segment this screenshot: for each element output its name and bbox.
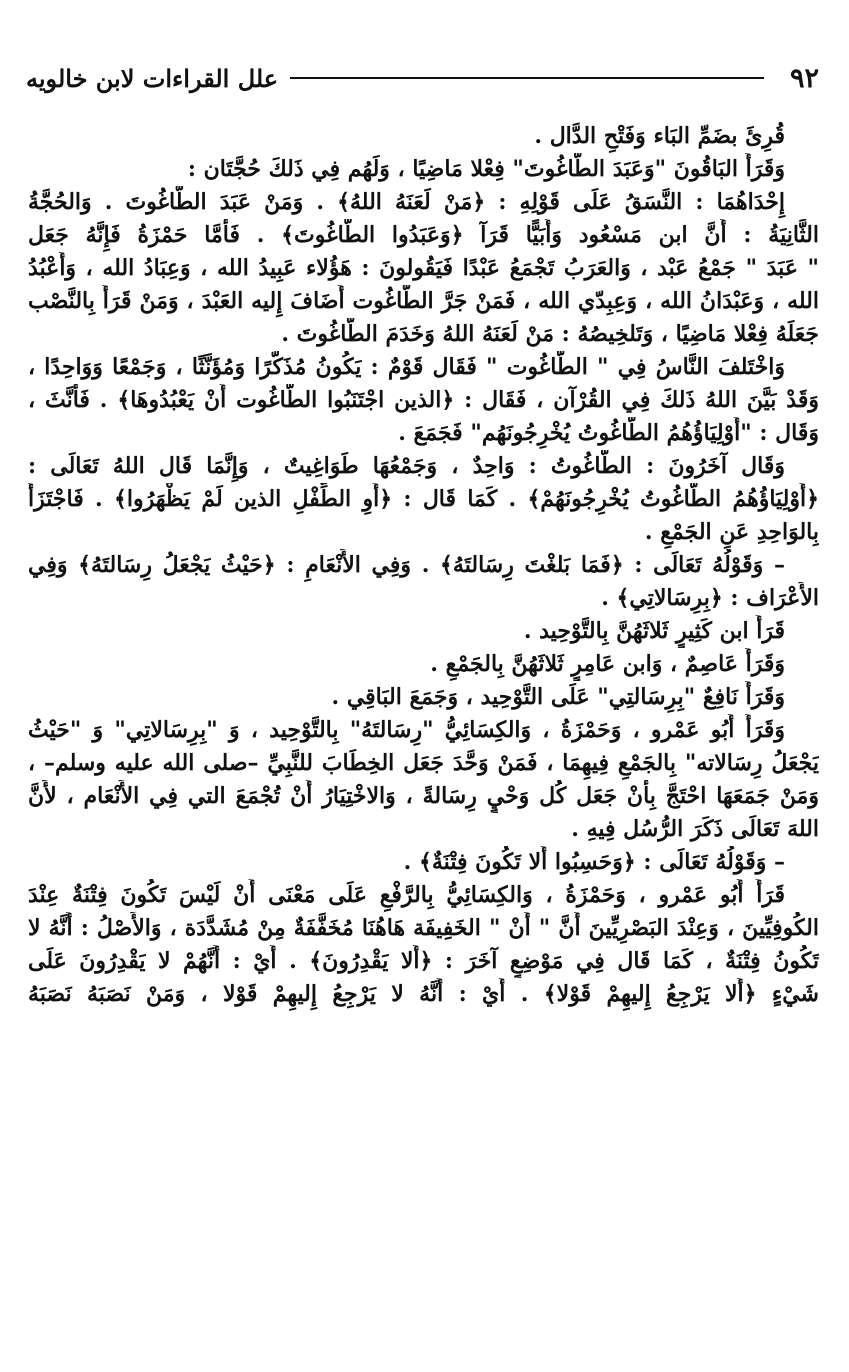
text-line: وَقَرَأَ عَاصِمٌ ، وَابن عَامِرٍ ثَلاثَهُنَّ بِالجَمْعِ .: [430, 651, 785, 677]
header-rule: [290, 77, 764, 79]
running-title: علل القراءات لابن خالويه: [26, 63, 279, 93]
text-line: وَقَال : "أَوْلِيَاؤُهُمُ الطَّاغُوتُ يُخْرِجُونَهُم" فَجَمَعَ .: [398, 420, 819, 446]
page-number: ٩٢: [789, 62, 819, 94]
text-line: – وَقَوْلُهُ تَعَالَى : ﴿وَحَسِبُوا أَلا تَكُونَ فِتْنَةٌ﴾ .: [403, 849, 785, 875]
text-line: " عَبَدَ " جَمْعُ عَبْد ، وَالعَرَبُ تَجْمَعُ عَبْدًا فَيَقُولونَ : هَؤُلاء عَبِيدُ الله ، وَعِبَادُ الله ، وَأَعْبُدُ: [28, 255, 819, 281]
text-line: وَقَرَأَ أَبُو عَمْرو ، وَحَمْزَةُ ، وَالكِسَائِيُّ "رِسَالتَهُ" بِالتَّوْحِيد ، وَ "بِرِسَالاتِي" وَ "حَيْثُ: [28, 717, 785, 743]
text-line: شَيْءٍ ﴿أَلا يَرْجِعُ إِليهِمْ قَوْلا﴾ . أَيْ : أَنَّهُ لا يَرْجِعُ إِليهِمْ قَوْلا ، وَمَنْ نَصَبَهُ نَصَبَهُ: [28, 981, 819, 1007]
text-line: وَقَرَأَ نَافِعٌ "بِرِسَالتِي" عَلَى التَّوْحِيد ، وَجَمَعَ البَاقِي .: [331, 684, 785, 710]
text-line: الله ، وَعَبْدَانُ الله ، وَعِبِدّي الله ، فَمَنْ جَرَّ الطَّاغُوت أَضَافَ إِليه العَبْدَ ، وَمَنْ قَرَأَ بِالنَّصْب: [28, 288, 819, 314]
text-line: قَرَأَ ابن كَثِيرٍ ثَلاثَهُنَّ بِالتَّوْحِيد .: [523, 618, 785, 644]
text-line: اللهَ تَعَالَى ذَكَرَ الرُّسُل فِيهِ .: [571, 816, 819, 842]
text-line: قَرَأَ أَبُو عَمْرو ، وَحَمْزَةُ ، وَالكِسَائِيُّ بِالرَّفْعِ عَلَى مَعْنَى أَنْ لَيْسَ تَكُونَ فِتْنَةٌ عِنْدَ: [28, 882, 785, 908]
text-line: يَجْعَلُ رِسَالاته" بِالجَمْعِ فِيهِمَا ، فَمَنْ وَحَّدَ جَعَل الخِطَابَ للنَّبِيِّ –صلى الله عليه وسلم– ،: [28, 750, 819, 776]
text-line: وَقَرَأَ البَاقُونَ "وَعَبَدَ الطَّاغُوتَ" فِعْلا مَاضِيًا ، وَلَهُم فِي ذَلكَ حُجَّتَان :: [187, 156, 785, 182]
page-header: [26, 58, 819, 98]
text-line: تَكُونُ فِتْنَةٌ ، كَمَا قَال فِي مَوْضِعٍ آخَرَ : ﴿أَلا يَقْدِرُونَ﴾ . أَيْ : أَنَّهُمْ لا يَقْدِرُونَ عَلَى: [28, 948, 819, 974]
text-line: وَمَنْ جَمَعَهَا احْتَجَّ بِأَنْ جَعَل كُل وَحْيٍ رِسَالةً ، وَالاخْتِيَارُ أَنْ تُجْمَعَ التي فِي الأَنْعَام ، لأَنَّ: [28, 783, 819, 809]
text-line: الثَّانِيَةُ : أَنَّ ابن مَسْعُود وَأُبَيًّا قَرَآ ﴿وَعَبَدُوا الطَّاغُوتَ﴾ . فَأَمَّا حَمْزَةُ فَإِنَّهُ جَعَل: [28, 222, 819, 248]
text-line: وَاخْتَلفَ النَّاسُ فِي " الطَّاغُوت " فَقَال قَوْمٌ : يَكُونُ مُذَكَّرًا وَمُؤَنَّثًا ، وَجَمْعًا وَوَاحِدًا ،: [28, 354, 785, 380]
text-line: الكُوفِيِّينَ ، وَعِنْدَ البَصْرِيِّينَ أَنَّ " أَنْ " الخَفِيفَة هَاهُنَا مُخَفَّفَةٌ مِنْ مُشَدَّدَة ، وَالأَصْلُ : أَنَّهُ لا: [28, 915, 819, 941]
text-line: ﴿أَوْلِيَاؤُهُمُ الطَّاغُوتُ يُخْرِجُونَهُمْ﴾ . كَمَا قَال : ﴿أَوِ الطِّفْلِ الذين لَمْ يَظْهَرُوا﴾ . فَاجْتَزَأَ: [28, 486, 819, 512]
text-line: وَقَال آخَرُونَ : الطَّاغُوتُ : وَاحِدٌ ، وَجَمْعُهَا طَوَاغِيتٌ ، وَإِنَّمَا قَال اللهُ تَعَالَى :: [28, 453, 785, 479]
body-text: [28, 120, 819, 1011]
text-line: الأَعْرَاف : ﴿بِرِسَالاتِي﴾ .: [601, 585, 819, 611]
text-line: قُرِئَ بضَمِّ البَاء وَفَتْحِ الدَّال .: [534, 123, 785, 149]
text-line: – وَقَوْلُهُ تَعَالَى : ﴿فَمَا بَلغْتَ رِسَالتَهُ﴾ . وَفِي الأَنْعَامِ : ﴿حَيْثُ يَجْعَلُ رِسَالتَهُ﴾ وَفِي: [28, 552, 785, 578]
text-line: وَقَدْ بَيَّنَ اللهُ ذَلكَ فِي القُرْآن ، فَقَال : ﴿الذين اجْتَنَبُوا الطَّاغُوت أَنْ يَعْبُدُوهَا﴾ . فَأَنَّثَ ،: [28, 387, 819, 413]
text-line: إِحْدَاهُمَا : النَّسَقُ عَلَى قَوْلِهِ : ﴿مَنْ لَعَنَهُ اللهُ﴾ . وَمَنْ عَبَدَ الطَّاغُوتَ . وَالحُجَّةُ: [28, 189, 785, 215]
text-line: جَعَلَهُ فِعْلا مَاضِيًا ، وَتَلخِيصُهُ : مَنْ لَعَنَهُ اللهُ وَخَدَمَ الطَّاغُوتَ .: [281, 321, 819, 347]
text-line: بِالوَاحِدِ عَنِ الجَمْعِ .: [644, 519, 819, 545]
